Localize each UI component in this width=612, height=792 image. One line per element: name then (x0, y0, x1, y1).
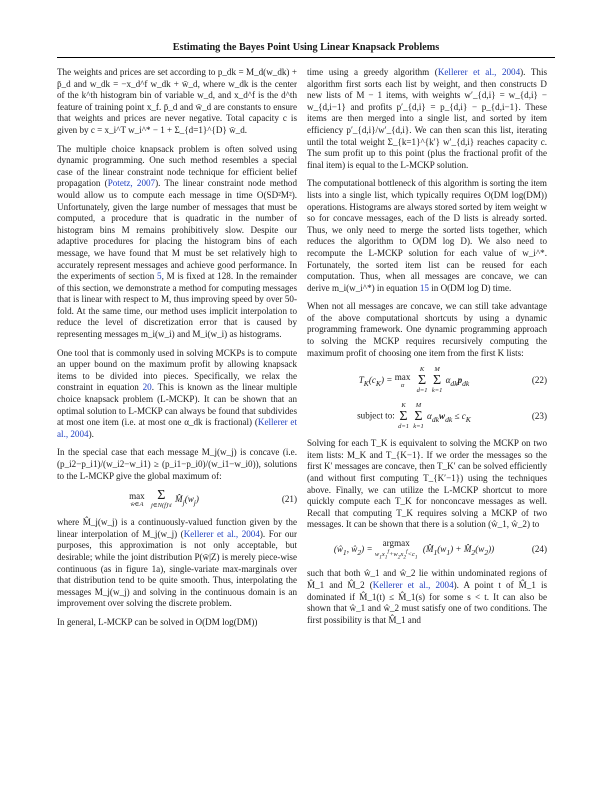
equation-number: (24) (531, 543, 547, 554)
eq-lhs: ($ŵ_1$, $ŵ_2$) = (333, 543, 375, 557)
eq-limit: j∈N(f)\i (151, 502, 172, 510)
citation-link[interactable]: Kellerer et al., 2004 (183, 528, 260, 539)
paragraph: One tool that is commonly used in solving MCKPs is to compute an upper bound on the maximum profit by allowing knapsack items to be divided into pieces. Specifically, we relax the constraint in equation 20. This is known as the linear multiple choice knapsack problem (L-MCKP). It can be shown that an optimal solution to L-MCKP can always be found that subdivides at most one item (i.e. at most one α_dk is fractional) (Kellerer et al., 2004). (57, 347, 297, 439)
equation-ref-link[interactable]: 15 (419, 282, 429, 293)
equation-22: $T_K(c_K)$ = max α K Σ d=1 M Σ k=1 $\alpha_{dk}p_{dk}$ (22) (358, 366, 547, 395)
eq-term: $\alpha_{dk}p_{dk}$ (445, 374, 470, 388)
eq-limit: $w_1x_1^f+w_2x_2^f<c_1$ (374, 549, 418, 561)
header-rule (57, 57, 555, 58)
right-column (307, 67, 547, 626)
paragraph: such that both ŵ_1 and ŵ_2 lie within undominated regions of M̂_1 and M̂_2 (Kellerer et al., 2004). A point t of M̂_1 is dominated if M̂_1(t) ≤ M̂_1(s) for some s < t. It can also be shown that ŵ_1 and ŵ_2 must satisfy one of two conditions. The first possibility is that M̂_1 and (307, 568, 548, 625)
paragraph: Solving for each T_K is equivalent to solving the MCKP on two item lists: M_K and T_{K−1}. If we order the messages so the first K′ messages are concave, then T_K′ can be solved efficiently (and without first computing T_{K′−1}) using the techniques above. Finally, we can utilize the L-MCKP shortcut to more quickly compute each T_K for nonconcave messages as well. Recall that computing T_K requires solving a MCKP of two messages. It can be shown that there is a solution (ŵ_1, ŵ_2) to (307, 438, 547, 530)
paragraph: The multiple choice knapsack problem is often solved using dynamic programming. One such method resembles a special case of the linear constraint node technique for efficient belief propagation (Potetz, 2007). The linear constraint node method would allow us to compute each message in time O(SD²M²). Unfortunately, given the large number of messages that must be computed, a procedure that is quadratic in the number of histogram bins M remains prohibitively slow. Despite our adaptive procedures for placing the histogram bins of each message, we have found that M must be set relatively high to accurately represent messages and achieve good performance. In the experiments of section 5, M is fixed at 128. In the remainder of this section, we demonstrate a method for computing messages that is linear with respect to M, thus improving speed by over 50-fold. At the same time, our method uses implicit interpolation to reduce the level of discretization error that is caused by representing messages m_i(w_i) and M_i(w_i) as histograms. (57, 143, 297, 340)
paragraph: In the special case that each message M_j(w_j) is concave (i.e. (p_i2−p_i1)/(w_i2−w_i1) ≥ (p_i1−p_i0)/(w_i1−w_i0)), solutions to the L-MCKP give the global maximum of: (57, 447, 297, 481)
eq-term: $M̂_j(w_j)$ (175, 493, 199, 507)
citation-link[interactable]: Kellerer et al., 2004 (372, 580, 454, 591)
citation-link[interactable]: Kellerer et al., 2004 (57, 417, 297, 439)
paragraph: When not all messages are concave, we can still take advantage of the above computational shortcuts by using a dynamic programming framework. One dynamic programming approach to solving the MCKP requires recursively computing the maximum profit of choosing one item from the first K lists: (307, 301, 547, 358)
eq-limit: w̄∈A (130, 500, 144, 508)
equation-24: ($ŵ_1$, $ŵ_2$) = argmax $w_1x_1^f+w_2x_2^f<c_1$ ($M̂_1(w_1)$ + $M̂_2(w_2)$) (24) (333, 538, 547, 561)
equation-21: max w̄∈A Σ j∈N(f)\i $M̂_j(w_j)$ (21) (129, 488, 297, 510)
equation-number: (23) (531, 410, 547, 421)
running-header: Estimating the Bayes Point Using Linear Knapsack Problems (172, 42, 440, 53)
paragraph: The weights and prices are set according to p_dk = M_d(w_dk) + p̄_d and w_dk = −x_d^f w_dk + w̄_d, where w_dk is the center of the k^th histogram bin of variable w_d, and x_d^f is the d^th feature of training point x_f. p̄_d and w̄_d are constants to ensure that weights and prices are never negative. Total capacity c is given by c = x_i^T w_i^* − 1 + Σ_{d=1}^{D} w̄_d. (57, 67, 297, 135)
citation-link[interactable]: Potetz, 2007 (107, 178, 156, 189)
eq-term: ($M̂_1(w_1)$ + $M̂_2(w_2)$) (422, 543, 495, 557)
paragraph: time using a greedy algorithm (Kellerer et al., 2004). This algorithm first sorts each list by weight, and then constructs D new lists of M − 1 items, with weights w′_{d,i} = w_{d,i} − w_{d,i−1} and profits p′_{d,i} = p_{d,i} − p_{d,i−1}. These items are then merged into a single list, and sorted by item efficiency p′_{d,i}/w′_{d,i}. We can then scan this list, iterating until the total weight Σ_{k=1}^{k′} w′_{d,i} reaches capacity c. The sum profit up to this point (plus the fractional profit of the final item) is equal to the L-MCKP solution. (307, 67, 548, 170)
paragraph: The computational bottleneck of this algorithm is sorting the item lists into a single list, which typically requires O(DM log(DM)) operations. Histograms are always stored sorted by item weight w so for concave messages, each of the D lists is already sorted. Thus, we only need to merge the sorted lists together, which reduces the algorithm to O(DM log D). We also need to recompute the L-MCKP solution for each value of w_i^*. Fortunately, the sorted item list can be reused for each computation. Thus, when all messages are concave, we can derive m_i(w_i^*) in equation 15 in O(DM log D) time. (307, 178, 547, 293)
left-column (57, 67, 297, 629)
eq-term: $\alpha_{dk}w_{dk} \le c_K$ (427, 410, 471, 424)
eq-lhs: $T_K(c_K)$ = (358, 374, 395, 388)
citation-link[interactable]: Kellerer et al., 2004 (437, 67, 521, 77)
paragraph: In general, L-MCKP can be solved in O(DM log(DM)) (57, 616, 258, 627)
section-ref-link[interactable]: 5 (157, 271, 162, 282)
eq-limit: α (400, 381, 405, 389)
eq-lhs: subject to: (357, 410, 395, 421)
equation-number: (22) (531, 374, 547, 385)
equation-ref-link[interactable]: 20 (142, 382, 152, 393)
paragraph: where M̂_j(w_j) is a continuously-valued function given by the linear interpolation of M_j(w_j) (Kellerer et al., 2004). For our purposes, this approximation is not only acceptable, but desirable; while the joint distribution P(w̄|Z) is merely piece-wise continuous (as in figure 1a), single-variate max-marginals over that distribution tend to be quite smooth. Thus, interpolating the messages M_j(w_j) and solving in the continuous domain is an improvement over solving the discrete problem. (57, 517, 297, 609)
equation-23: subject to: K Σ d=1 M Σ k=1 $\alpha_{dk}w_{dk} \le c_K$ (23) (357, 402, 547, 431)
equation-number: (21) (281, 493, 297, 504)
